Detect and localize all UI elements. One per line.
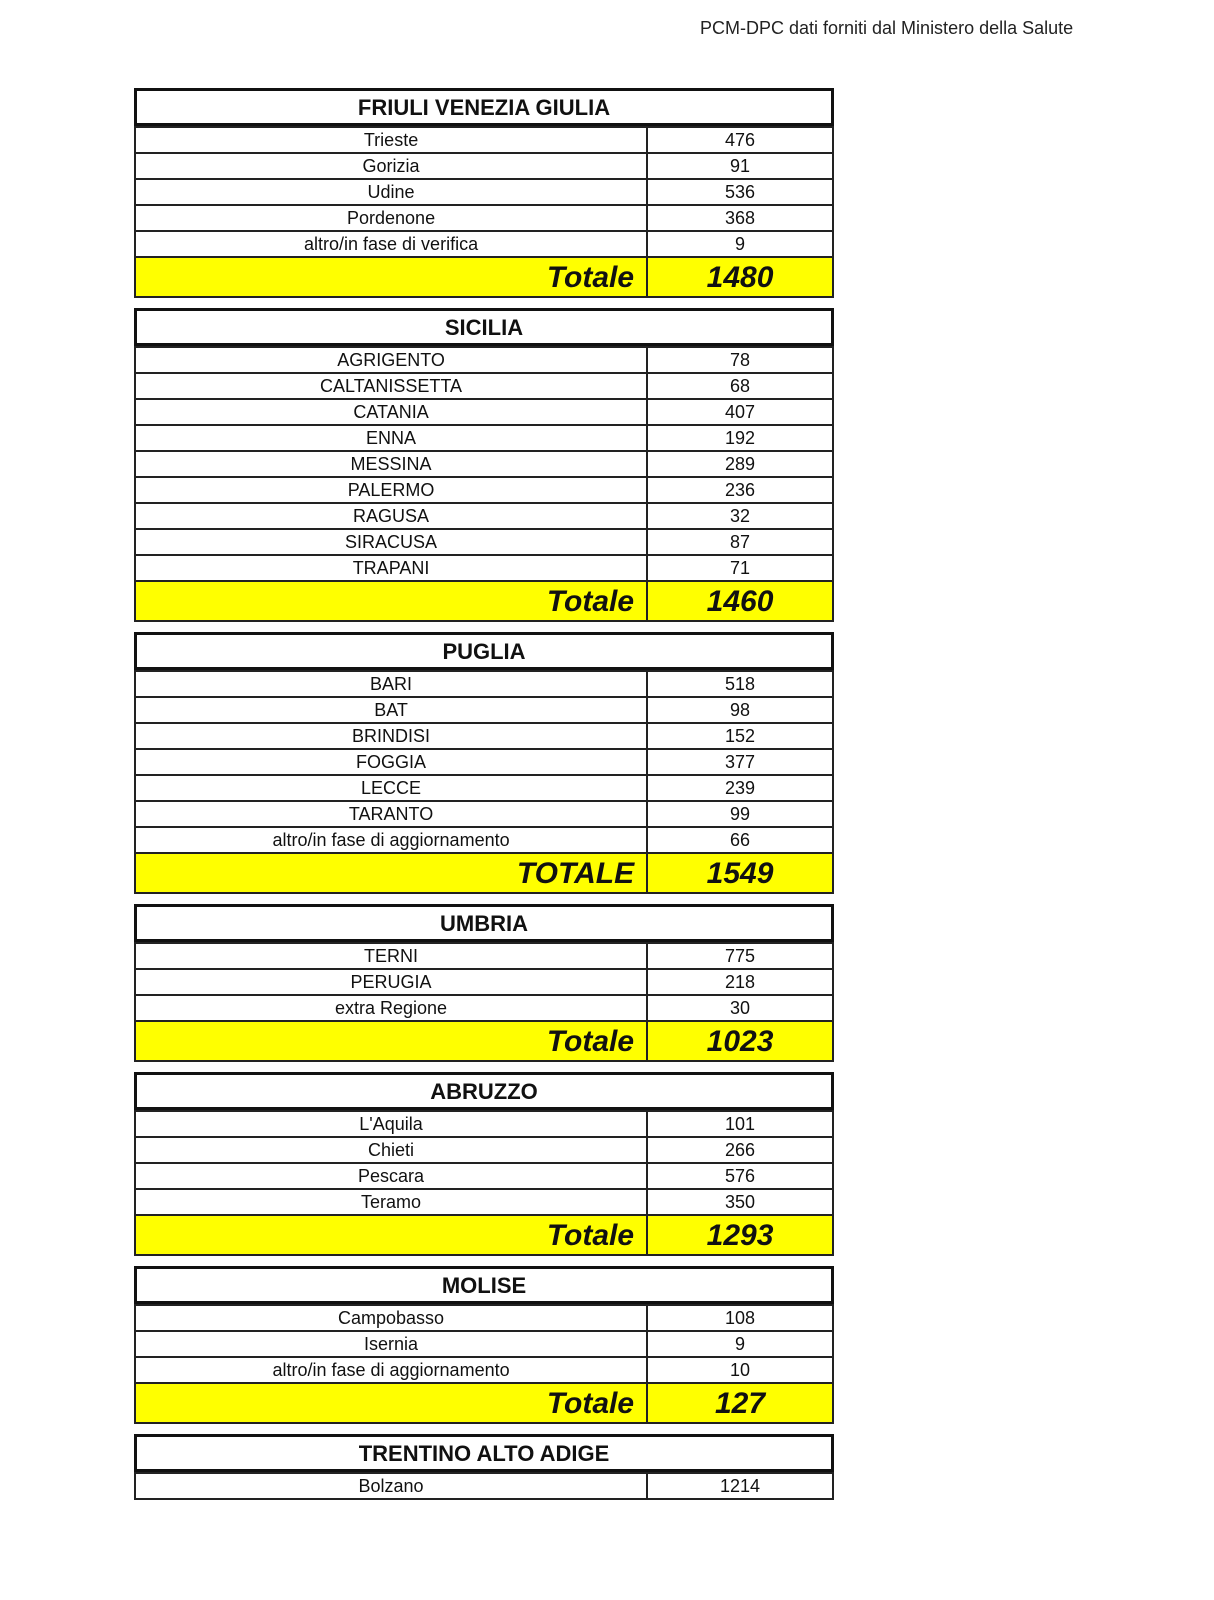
total-label: Totale (135, 1021, 647, 1061)
province-value: 368 (647, 205, 833, 231)
region-title: ABRUZZO (134, 1072, 834, 1110)
province-value: 289 (647, 451, 833, 477)
province-value: 108 (647, 1305, 833, 1331)
province-name: CALTANISSETTA (135, 373, 647, 399)
province-name: PERUGIA (135, 969, 647, 995)
total-value: 1460 (647, 581, 833, 621)
table-row (135, 1163, 833, 1189)
province-name: LECCE (135, 775, 647, 801)
province-value: 239 (647, 775, 833, 801)
province-name: Udine (135, 179, 647, 205)
province-name: Pescara (135, 1163, 647, 1189)
province-value: 10 (647, 1357, 833, 1383)
table-row (135, 347, 833, 373)
province-value: 91 (647, 153, 833, 179)
table-row (135, 425, 833, 451)
province-name: Isernia (135, 1331, 647, 1357)
province-name: TERNI (135, 943, 647, 969)
province-value: 9 (647, 231, 833, 257)
region-rows (134, 126, 834, 298)
region-table-abruzzo (134, 1072, 834, 1256)
total-label: Totale (135, 581, 647, 621)
total-row (135, 853, 833, 893)
table-row (135, 671, 833, 697)
province-value: 236 (647, 477, 833, 503)
province-value: 192 (647, 425, 833, 451)
region-title: UMBRIA (134, 904, 834, 942)
province-value: 775 (647, 943, 833, 969)
table-row (135, 723, 833, 749)
region-title: FRIULI VENEZIA GIULIA (134, 88, 834, 126)
region-table-trentino-alto-adige (134, 1434, 834, 1500)
province-name: altro/in fase di aggiornamento (135, 1357, 647, 1383)
province-name: extra Regione (135, 995, 647, 1021)
table-row (135, 995, 833, 1021)
province-value: 66 (647, 827, 833, 853)
table-row (135, 801, 833, 827)
table-row (135, 1473, 833, 1499)
table-row (135, 399, 833, 425)
province-value: 377 (647, 749, 833, 775)
table-row (135, 1137, 833, 1163)
province-name: RAGUSA (135, 503, 647, 529)
region-rows (134, 1472, 834, 1500)
table-row (135, 451, 833, 477)
table-row (135, 503, 833, 529)
total-value: 1293 (647, 1215, 833, 1255)
total-label: TOTALE (135, 853, 647, 893)
total-label: Totale (135, 257, 647, 297)
table-row (135, 179, 833, 205)
province-name: Chieti (135, 1137, 647, 1163)
total-value: 1480 (647, 257, 833, 297)
province-name: TARANTO (135, 801, 647, 827)
total-row (135, 1383, 833, 1423)
region-title: SICILIA (134, 308, 834, 346)
region-title: TRENTINO ALTO ADIGE (134, 1434, 834, 1472)
total-row (135, 581, 833, 621)
province-value: 101 (647, 1111, 833, 1137)
table-row (135, 969, 833, 995)
province-name: Trieste (135, 127, 647, 153)
table-row (135, 153, 833, 179)
province-value: 350 (647, 1189, 833, 1215)
province-name: L'Aquila (135, 1111, 647, 1137)
region-table-sicilia (134, 308, 834, 622)
total-value: 1549 (647, 853, 833, 893)
regions-container (134, 88, 834, 1510)
header-source-note: PCM-DPC dati forniti dal Ministero della Salute (700, 18, 1074, 38)
region-rows (134, 1304, 834, 1424)
table-row (135, 231, 833, 257)
province-value: 266 (647, 1137, 833, 1163)
region-rows (134, 942, 834, 1062)
province-value: 407 (647, 399, 833, 425)
table-row (135, 555, 833, 581)
total-row (135, 257, 833, 297)
region-table-molise (134, 1266, 834, 1424)
table-row (135, 477, 833, 503)
table-row (135, 373, 833, 399)
province-value: 32 (647, 503, 833, 529)
province-name: AGRIGENTO (135, 347, 647, 373)
province-value: 99 (647, 801, 833, 827)
province-value: 576 (647, 1163, 833, 1189)
province-value: 476 (647, 127, 833, 153)
region-rows (134, 670, 834, 894)
province-value: 98 (647, 697, 833, 723)
table-row (135, 205, 833, 231)
table-row (135, 1305, 833, 1331)
table-row (135, 1189, 833, 1215)
province-name: Teramo (135, 1189, 647, 1215)
region-rows (134, 1110, 834, 1256)
province-name: altro/in fase di aggiornamento (135, 827, 647, 853)
table-row (135, 529, 833, 555)
province-name: FOGGIA (135, 749, 647, 775)
province-value: 30 (647, 995, 833, 1021)
province-value: 218 (647, 969, 833, 995)
province-value: 1214 (647, 1473, 833, 1499)
province-name: MESSINA (135, 451, 647, 477)
total-value: 127 (647, 1383, 833, 1423)
total-row (135, 1021, 833, 1061)
total-label: Totale (135, 1383, 647, 1423)
province-name: Campobasso (135, 1305, 647, 1331)
province-value: 87 (647, 529, 833, 555)
province-value: 78 (647, 347, 833, 373)
province-name: Gorizia (135, 153, 647, 179)
region-table-friuli-venezia-giulia (134, 88, 834, 298)
table-row (135, 775, 833, 801)
province-name: TRAPANI (135, 555, 647, 581)
province-value: 68 (647, 373, 833, 399)
table-row (135, 943, 833, 969)
region-title: PUGLIA (134, 632, 834, 670)
table-row (135, 1111, 833, 1137)
table-row (135, 127, 833, 153)
region-rows (134, 346, 834, 622)
province-name: ENNA (135, 425, 647, 451)
province-name: BAT (135, 697, 647, 723)
table-row (135, 827, 833, 853)
table-row (135, 749, 833, 775)
province-name: BRINDISI (135, 723, 647, 749)
province-name: BARI (135, 671, 647, 697)
province-value: 9 (647, 1331, 833, 1357)
province-name: PALERMO (135, 477, 647, 503)
province-name: CATANIA (135, 399, 647, 425)
table-row (135, 1357, 833, 1383)
province-value: 536 (647, 179, 833, 205)
total-row (135, 1215, 833, 1255)
region-title: MOLISE (134, 1266, 834, 1304)
region-table-puglia (134, 632, 834, 894)
region-table-umbria (134, 904, 834, 1062)
table-row (135, 1331, 833, 1357)
province-name: SIRACUSA (135, 529, 647, 555)
table-row (135, 697, 833, 723)
total-label: Totale (135, 1215, 647, 1255)
total-value: 1023 (647, 1021, 833, 1061)
province-name: Pordenone (135, 205, 647, 231)
province-value: 152 (647, 723, 833, 749)
province-name: altro/in fase di verifica (135, 231, 647, 257)
province-value: 518 (647, 671, 833, 697)
province-value: 71 (647, 555, 833, 581)
province-name: Bolzano (135, 1473, 647, 1499)
